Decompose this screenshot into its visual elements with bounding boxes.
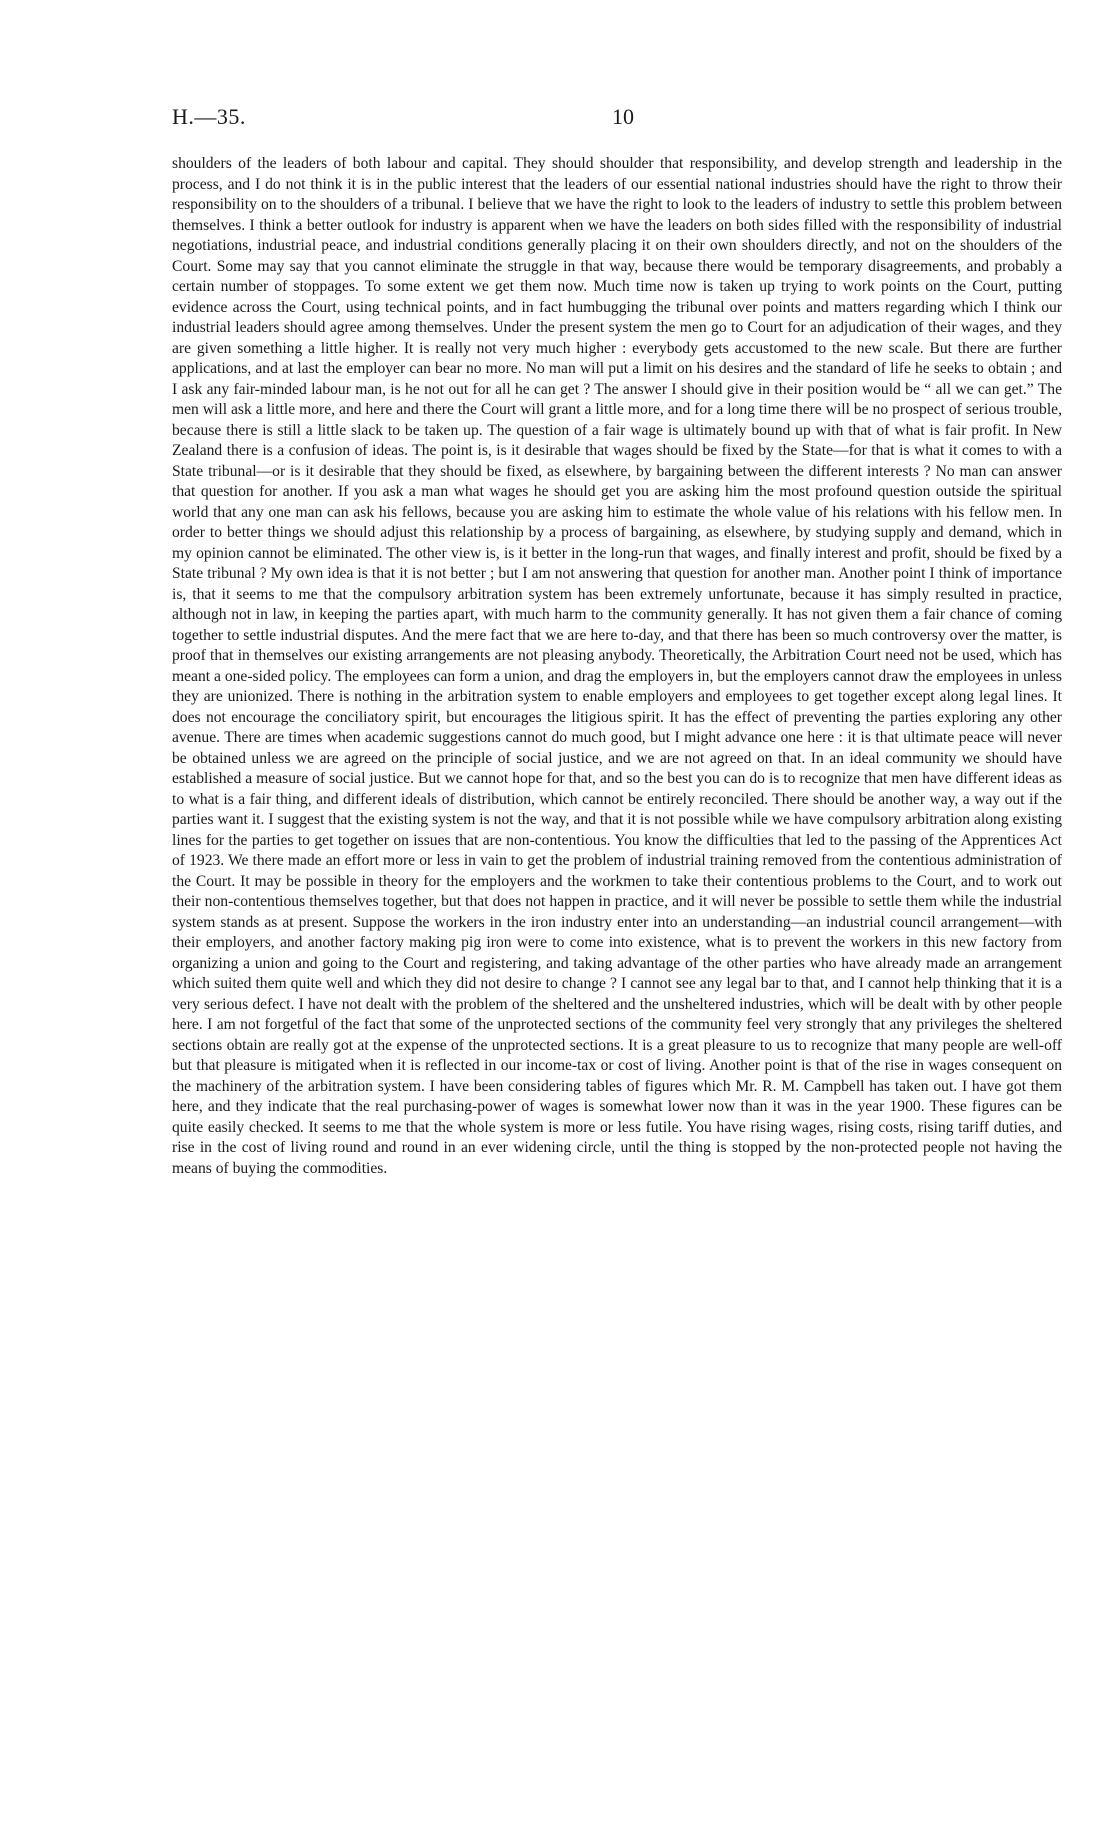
running-head <box>172 104 1062 134</box>
document-reference: H.—35. <box>172 104 246 129</box>
page-number: 10 <box>612 104 634 129</box>
body-paragraph: shoulders of the leaders of both labour and capital. They should shoulder that responsibility, and develop strength and leadership in the process, and I do not think it is in the public interest that the leaders of our essential national industries should have the right to throw their responsibility on to the shoulders of a tribunal. I believe that we have the right to look to the leaders of industry to settle this problem between themselves. I think a better outlook for industry is apparent when we have the leaders on both sides filled with the responsibility of industrial negotiations, industrial peace, and industrial conditions generally placing it on their own shoulders directly, and not on the shoulders of the Court. Some may say that you cannot eliminate the struggle in that way, because there would be temporary disagreements, and probably a certain number of stoppages. To some extent we get them now. Much time now is taken up trying to work points on the Court, putting evidence across the Court, using technical points, and in fact humbugging the tribunal over points and matters regarding which I think our industrial leaders should agree among themselves. Under the present system the men go to Court for an adjudication of their wages, and they are given something a little higher. It is really not very much higher : everybody gets accustomed to the new scale. But there are further applications, and at last the employer can bear no more. No man will put a limit on his desires and the standard of life he seeks to obtain ; and I ask any fair-minded labour man, is he not out for all he can get ? The answer I should give in their position would be “ all we can get.” The men will ask a little more, and here and there the Court will grant a little more, and for a long time there will be no prospect of serious trouble, because there is still a little slack to be taken up. The question of a fair wage is ultimately bound up with that of what is fair profit. In New Zealand there is a confusion of ideas. The point is, is it desirable that wages should be fixed by the State—for that is what it comes to with a State tribunal—or is it desirable that they should be fixed, as elsewhere, by bargaining between the different interests ? No man can answer that question for another. If you ask a man what wages he should get you are asking him the most profound question outside the spiritual world that any one man can ask his fellows, because you are asking him to estimate the whole value of his relations with his fellow men. In order to better things we should adjust this relationship by a process of bargaining, as elsewhere, by studying supply and demand, which in my opinion cannot be eliminated. The other view is, is it better in the long-run that wages, and finally interest and profit, should be fixed by a State tribunal ? My own idea is that it is not better ; but I am not answering that question for another man. Another point I think of importance is, that it seems to me that the compulsory arbitration system has been extremely unfortunate, because it has simply resulted in practice, although not in law, in keeping the parties apart, with much harm to the community generally. It has not given them a fair chance of coming together to settle industrial disputes. And the mere fact that we are here to-day, and that there has been so much controversy over the matter, is proof that in themselves our existing arrangements are not pleasing anybody. Theoretically, the Arbitration Court need not be used, which has meant a one-sided policy. The employees can form a union, and drag the employers in, but the employers cannot draw the employees in unless they are unionized. There is nothing in the arbitration system to enable employers and employees to get together except along legal lines. It does not encourage the conciliatory spirit, but encourages the litigious spirit. It has the effect of preventing the parties exploring any other avenue. There are times when academic suggestions cannot do much good, but I might advance one here : it is that ultimate peace will never be obtained unless we are agreed on the principle of social justice, and we are not agreed on that. In an ideal community we should have established a measure of social justice. But we cannot hope for that, and so the best you can do is to recognize that men have different ideas as to what is a fair thing, and different ideals of distribution, which cannot be entirely reconciled. There should be another way, a way out if the parties want it. I suggest that the existing system is not the way, and that it is not possible while we have compulsory arbitration along existing lines for the parties to get together on issues that are non-contentious. You know the difficulties that led to the passing of the Apprentices Act of 1923. We there made an effort more or less in vain to get the problem of industrial training removed from the contentious administration of the Court. It may be possible in theory for the employers and the workmen to take their contentious problems to the Court, and to work out their non-contentious themselves together, but that does not happen in practice, and it will never be possible to settle them while the industrial system stands as at present. Suppose the workers in the iron industry enter into an understanding—an industrial council arrangement—with their employers, and another factory making pig iron were to come into existence, what is to prevent the workers in this new factory from organizing a union and going to the Court and registering, and taking advantage of the other parties who have already made an arrangement which suited them quite well and which they did not desire to change ? I cannot see any legal bar to that, and I cannot help thinking that it is a very serious defect. I have not dealt with the problem of the sheltered and the unsheltered industries, which will be dealt with by other people here. I am not forgetful of the fact that some of the unprotected sections of the community feel very strongly that any privileges the sheltered sections obtain are really got at the expense of the unprotected sections. It is a great pleasure to us to recognize that many people are well-off but that pleasure is mitigated when it is reflected in our income-tax or cost of living. Another point is that of the rise in wages consequent on the machinery of the arbitration system. I have been considering tables of figures which Mr. R. M. Campbell has taken out. I have got them here, and they indicate that the real purchasing-power of wages is somewhat lower now than it was in the year 1900. These figures can be quite easily checked. It seems to me that the whole system is more or less futile. You have rising wages, rising costs, rising tariff duties, and rise in the cost of living round and round in an ever widening circle, until the thing is stopped by the non-protected people not having the means of buying the commodities. <box>172 155 1062 1177</box>
